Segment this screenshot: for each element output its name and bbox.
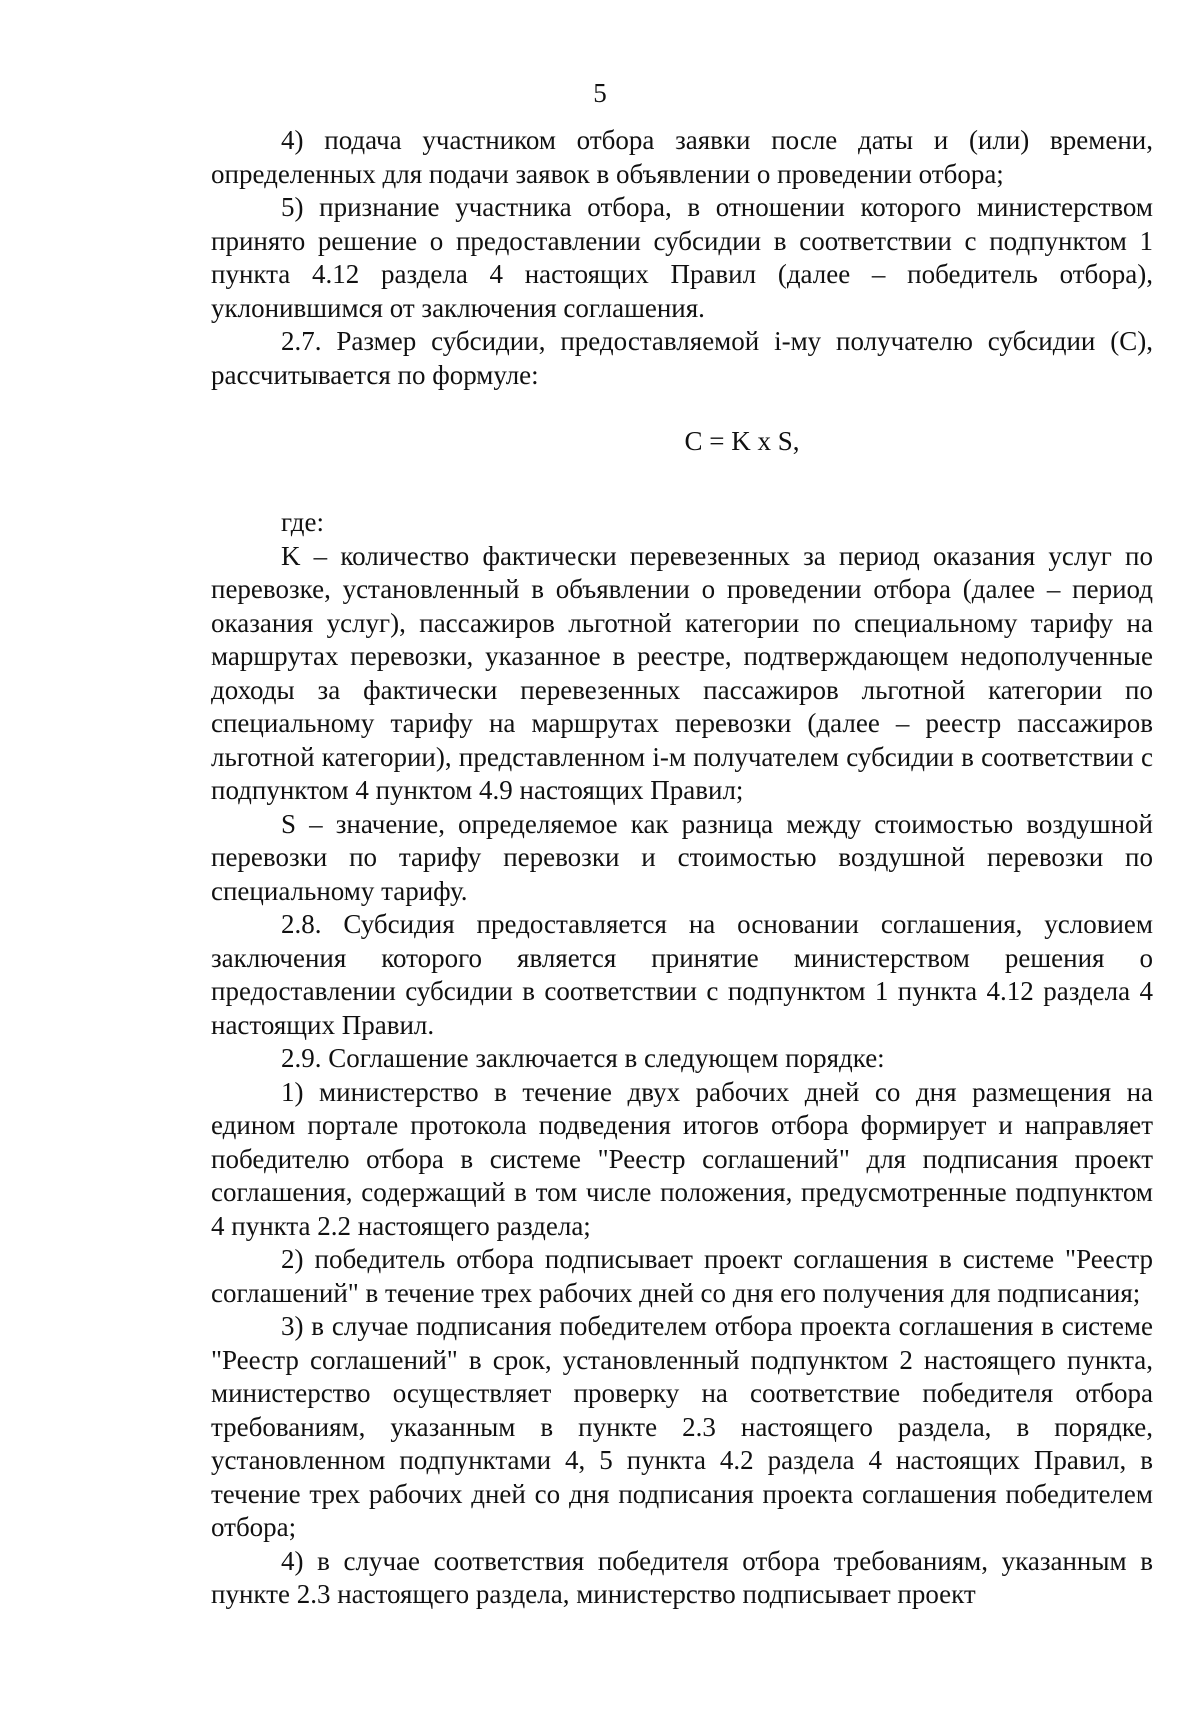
page-number: 5 bbox=[593, 78, 607, 108]
paragraph-item-5: 5) признание участника отбора, в отношении которого министерством принято решение о предоставлении субсидии в соответствии с подпунктом 1 пункта 4.12 раздела 4 настоящих Правил (далее – победитель отбора), уклонившимся от заключения соглашения. bbox=[211, 192, 1153, 323]
formula: C = K x S, bbox=[684, 426, 800, 456]
paragraph-2-9: 2.9. Соглашение заключается в следующем порядке: bbox=[281, 1043, 885, 1073]
paragraph-2-7: 2.7. Размер субсидии, предоставляемой i-му получателю субсидии (C), рассчитывается по формуле: bbox=[211, 326, 1153, 390]
paragraph-2-9-item-2: 2) победитель отбора подписывает проект соглашения в системе "Реестр соглашений" в течение трех рабочих дней со дня его получения для подписания; bbox=[211, 1244, 1153, 1308]
document-body bbox=[211, 124, 1153, 1612]
paragraph-item-4: 4) подача участником отбора заявки после даты и (или) времени, определенных для подачи заявок в объявлении о проведении отбора; bbox=[211, 125, 1153, 189]
paragraph-where: где: bbox=[281, 507, 324, 537]
paragraph-2-9-item-4: 4) в случае соответствия победителя отбора требованиям, указанным в пункте 2.3 настоящего раздела, министерство подписывает проект bbox=[211, 1545, 1153, 1609]
paragraph-2-9-item-3: 3) в случае подписания победителем отбора проекта соглашения в системе "Реестр соглашений" в срок, установленный подпунктом 2 настоящего пункта, министерство осуществляет проверку на соответствие победителя отбора требованиям, указанным в пункте 2.3 настоящего раздела, в порядке, установленном подпунктами 4, 5 пункта 4.2 раздела 4 настоящих Правил, в течение трех рабочих дней со дня подписания проекта соглашения победителем отбора; bbox=[211, 1311, 1153, 1542]
paragraph-s-definition: S – значение, определяемое как разница между стоимостью воздушной перевозки по тарифу перевозки и стоимостью воздушной перевозки по специальному тарифу. bbox=[211, 808, 1153, 906]
paragraph-k-definition: K – количество фактически перевезенных за период оказания услуг по перевозке, установленный в объявлении о проведении отбора (далее – период оказания услуг), пассажиров льготной категории по специальному тарифу на маршрутах перевозки, указанное в реестре, подтверждающем недополученные доходы за фактически перевезенных пассажиров льготной категории по специальному тарифу на маршрутах перевозки (далее – реестр пассажиров льготной категории), представленном i-м получателем субсидии в соответствии с подпунктом 4 пунктом 4.9 настоящих Правил; bbox=[211, 540, 1153, 805]
paragraph-2-8: 2.8. Субсидия предоставляется на основании соглашения, условием заключения которого является принятие министерством решения о предоставлении субсидии в соответствии с подпунктом 1 пункта 4.12 раздела 4 настоящих Правил. bbox=[211, 909, 1153, 1040]
paragraph-2-9-item-1: 1) министерство в течение двух рабочих дней со дня размещения на едином портале протокола подведения итогов отбора формирует и направляет победителю отбора в системе "Реестр соглашений" для подписания проект соглашения, содержащий в том числе положения, предусмотренные подпунктом 4 пункта 2.2 настоящего раздела; bbox=[211, 1076, 1153, 1241]
